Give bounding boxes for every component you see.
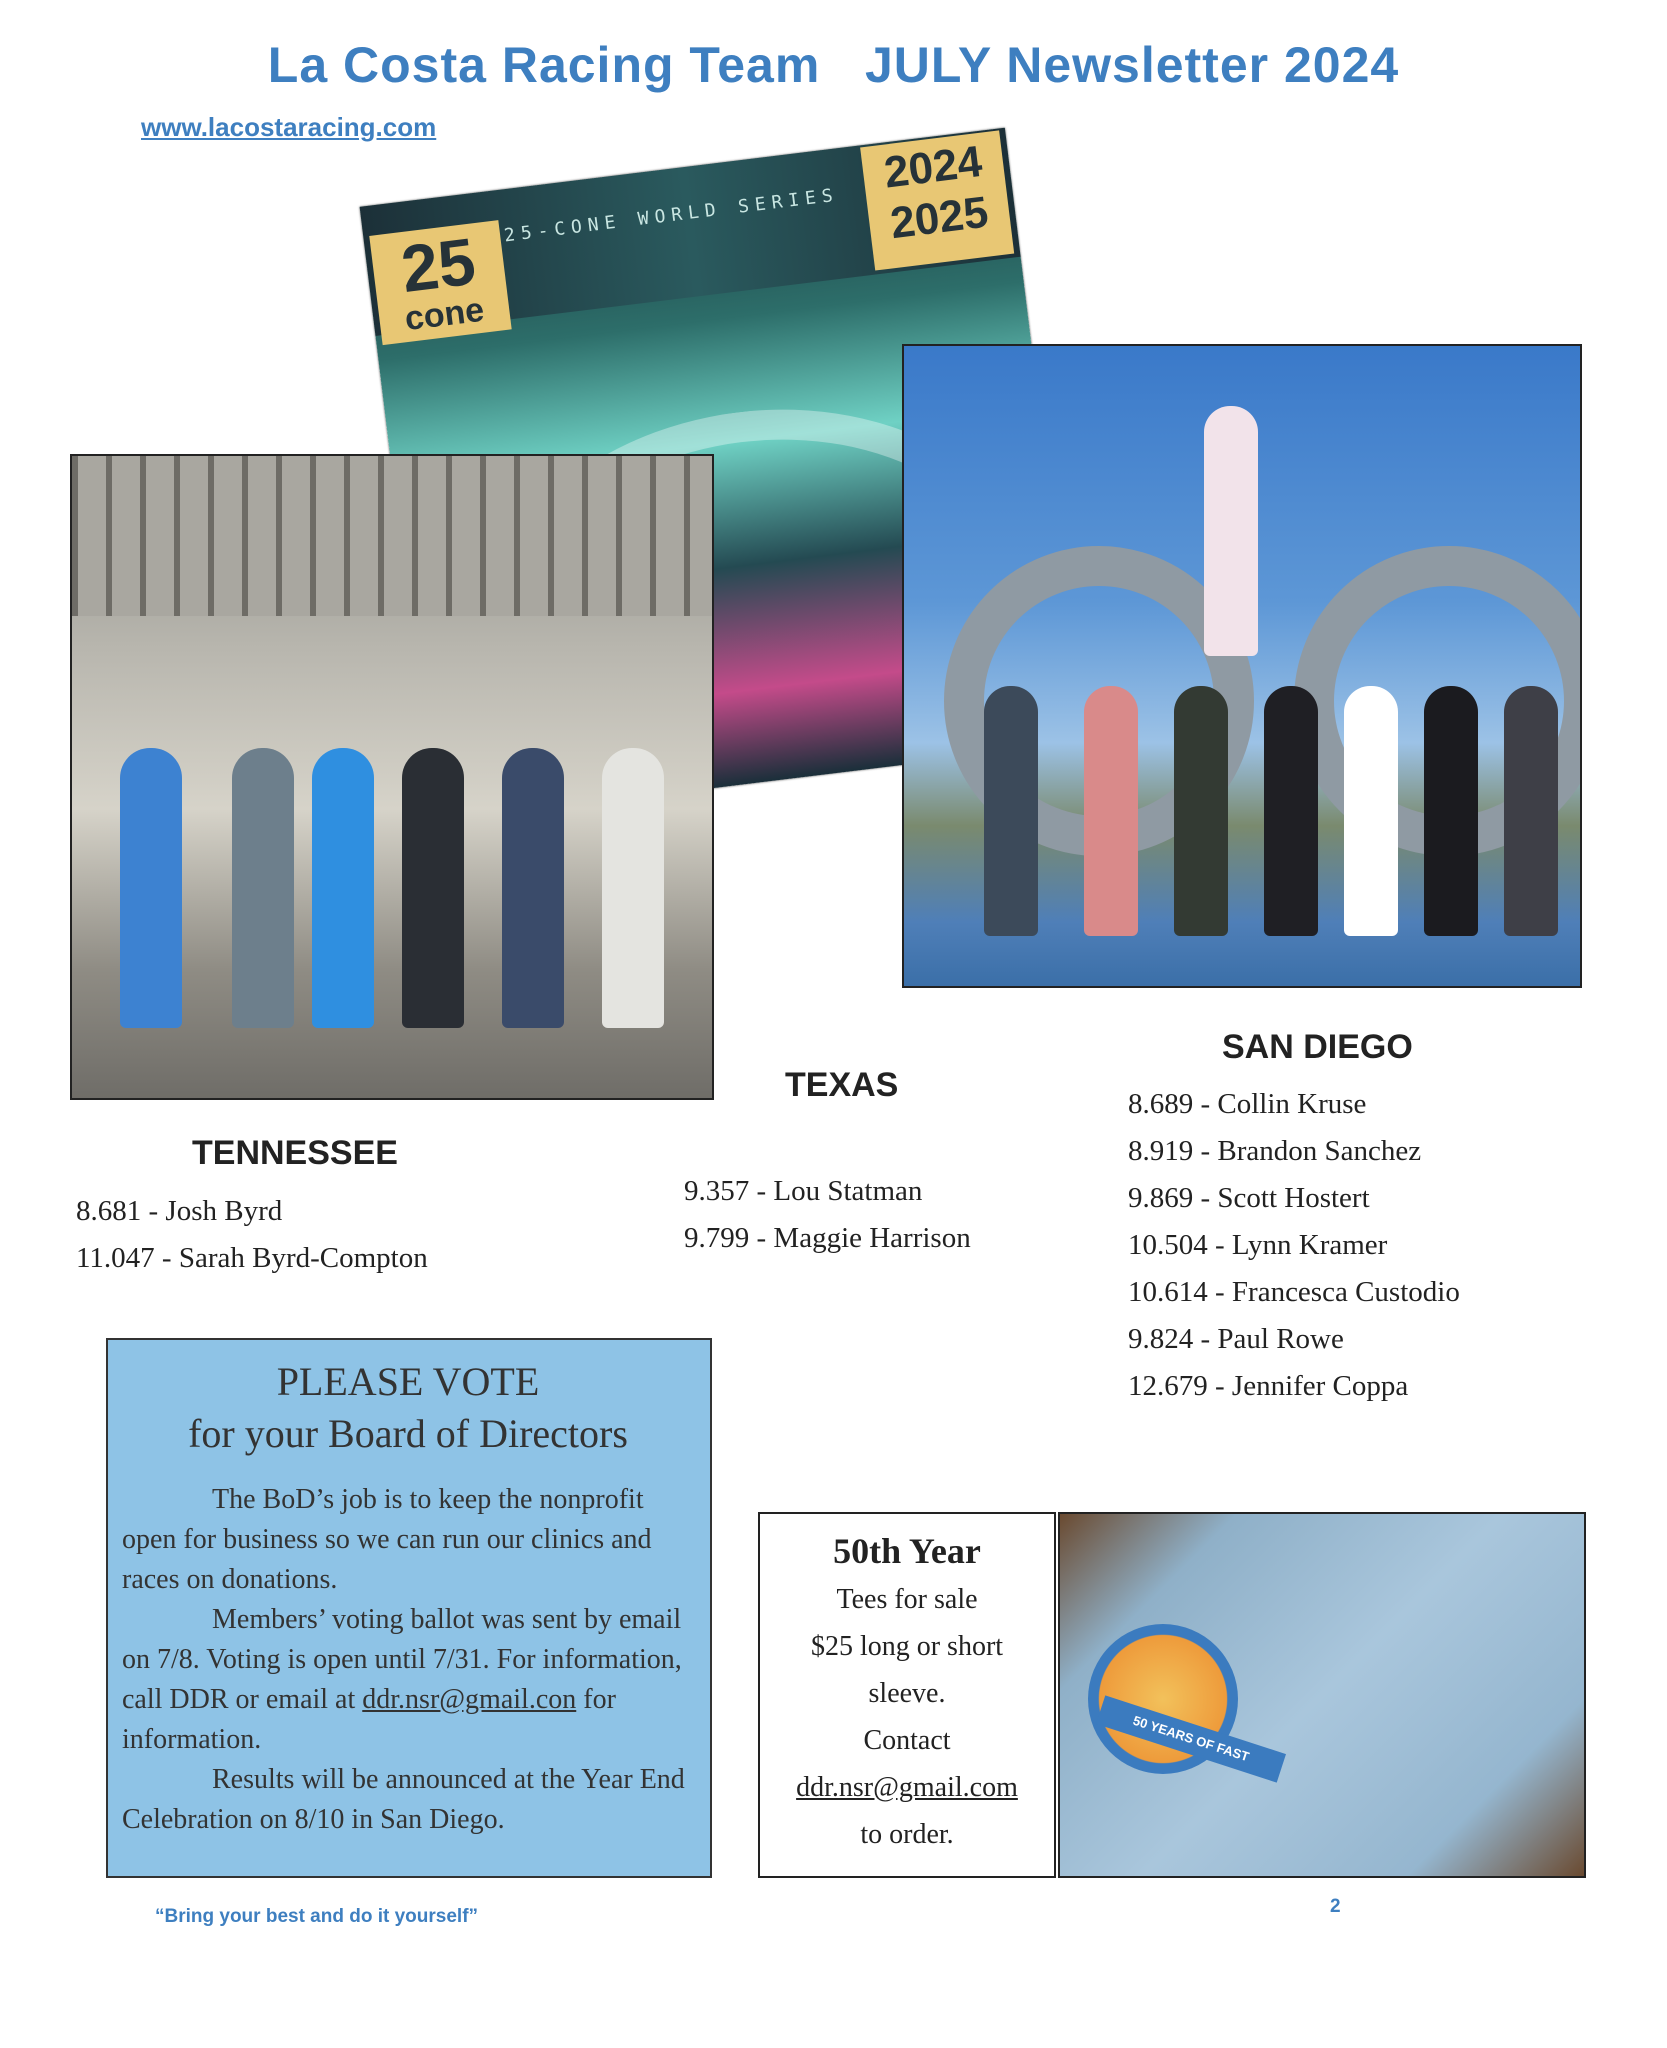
vote-text: Members’ voting ballot was sent by email on 7/8. Voting is open until 7/31. For information, call DDR or email at xyxy=(122,1604,682,1715)
vote-paragraph xyxy=(122,1600,694,1760)
skater-figure xyxy=(502,748,564,1028)
poster-series-title: 25-CONE WORLD SERIES xyxy=(502,184,840,247)
vote-text: for information. xyxy=(122,1684,616,1755)
skater-figure xyxy=(312,748,374,1028)
poster-badge-number: 25 xyxy=(397,223,480,306)
tees-line: Tees for sale xyxy=(836,1584,978,1615)
result-row: 10.504 - Lynn Kramer xyxy=(1128,1229,1388,1261)
tees-email-link[interactable]: ddr.nsr@gmail.com xyxy=(796,1772,1018,1803)
poster-25-cone-badge xyxy=(369,220,511,345)
tees-line: to order. xyxy=(860,1819,954,1850)
newsletter-title: La Costa Racing Team JULY Newsletter 2024 xyxy=(267,37,1400,93)
result-row: 9.824 - Paul Rowe xyxy=(1128,1323,1344,1355)
vote-title-line1: PLEASE VOTE xyxy=(276,1359,540,1404)
vote-paragraph: The BoD’s job is to keep the nonprofit open for business so we can run our clinics and races on donations. xyxy=(122,1484,652,1595)
vote-title-line2: for your Board of Directors xyxy=(188,1411,628,1456)
tees-title: 50th Year xyxy=(833,1531,981,1571)
vote-paragraph: Results will be announced at the Year End Celebration on 8/10 in San Diego. xyxy=(122,1764,685,1835)
texas-results xyxy=(684,1168,971,1262)
website-link[interactable]: www.lacostaracing.com xyxy=(141,112,437,142)
skater-figure xyxy=(120,748,182,1028)
skater-figure xyxy=(1344,686,1398,936)
vote-email-link[interactable]: ddr.nsr@gmail.con xyxy=(362,1684,577,1715)
skater-figure xyxy=(1264,686,1318,936)
result-row: 8.689 - Collin Kruse xyxy=(1128,1088,1367,1120)
vote-notice-box xyxy=(106,1338,712,1878)
skater-figure xyxy=(1204,406,1258,656)
san-diego-team-photo xyxy=(902,344,1582,988)
skater-figure xyxy=(984,686,1038,936)
tees-for-sale-box xyxy=(758,1512,1056,1878)
skater-figure xyxy=(1424,686,1478,936)
ceiling-beams xyxy=(72,456,712,616)
san-diego-results xyxy=(1128,1081,1460,1410)
poster-year-badge xyxy=(860,130,1014,270)
result-row: 9.869 - Scott Hostert xyxy=(1128,1182,1370,1214)
skater-figure xyxy=(602,748,664,1028)
tee-logo-ribbon: 50 YEARS OF FAST xyxy=(1096,1695,1286,1782)
skater-figure xyxy=(402,748,464,1028)
skater-figure xyxy=(1174,686,1228,936)
poster-badge-word: cone xyxy=(402,290,487,339)
footer-slogan: “Bring your best and do it yourself” xyxy=(155,1906,479,1927)
tennessee-results xyxy=(76,1188,428,1282)
san-diego-heading: SAN DIEGO xyxy=(1222,1028,1413,1066)
result-row: 8.681 - Josh Byrd xyxy=(76,1195,283,1227)
anniversary-tee-photo xyxy=(1058,1512,1586,1878)
tees-line: Contact xyxy=(863,1725,951,1756)
result-row: 9.799 - Maggie Harrison xyxy=(684,1222,971,1254)
vote-body xyxy=(122,1480,694,1840)
page-number: 2 xyxy=(1330,1896,1341,1917)
skater-figure xyxy=(232,748,294,1028)
result-row: 8.919 - Brandon Sanchez xyxy=(1128,1135,1422,1167)
tees-price: $25 long or short xyxy=(810,1631,1004,1662)
tennessee-team-photo xyxy=(70,454,714,1100)
poster-year-bottom: 2025 xyxy=(887,187,991,248)
result-row: 12.679 - Jennifer Coppa xyxy=(1128,1370,1409,1402)
tennessee-heading: TENNESSEE xyxy=(192,1134,398,1172)
texas-heading: TEXAS xyxy=(785,1066,899,1104)
result-row: 11.047 - Sarah Byrd-Compton xyxy=(76,1242,428,1274)
skater-figure xyxy=(1504,686,1558,936)
tees-line: sleeve. xyxy=(868,1678,946,1709)
poster-year-top: 2024 xyxy=(881,136,985,198)
skater-figure xyxy=(1084,686,1138,936)
result-row: 10.614 - Francesca Custodio xyxy=(1128,1276,1460,1308)
result-row: 9.357 - Lou Statman xyxy=(684,1175,923,1207)
